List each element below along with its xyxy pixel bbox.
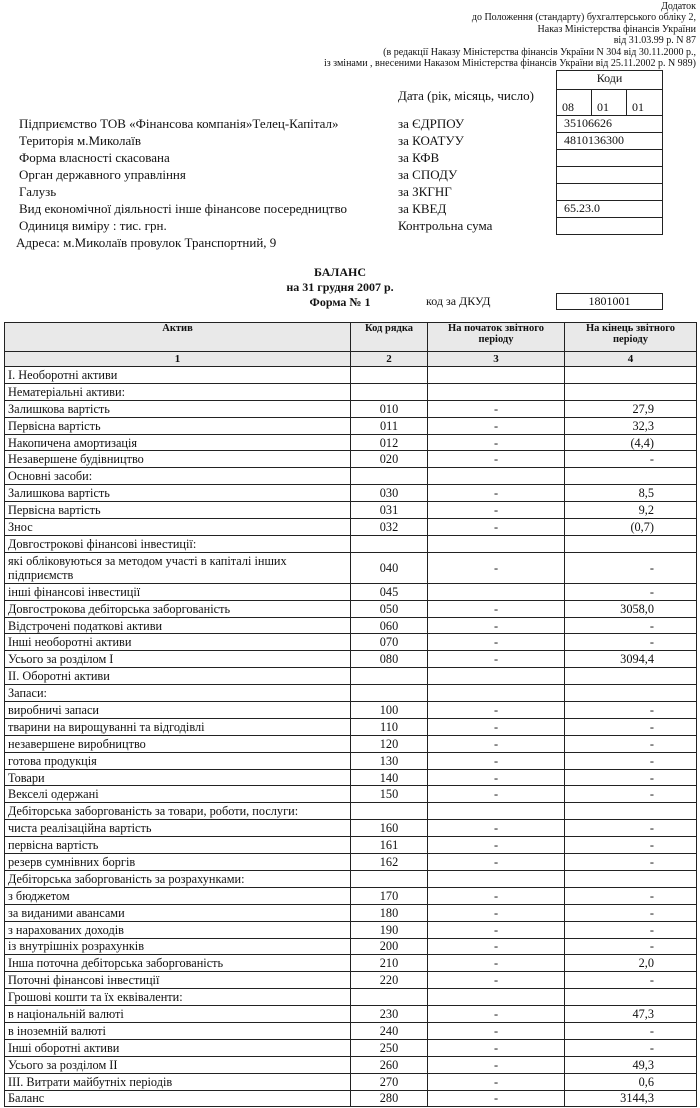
row-code: 150	[351, 786, 428, 803]
checksum-label: Контрольна сума	[398, 218, 493, 233]
dkud-value: 1801001	[556, 293, 663, 310]
row-label: Довгострокова дебіторська заборгованість	[5, 600, 351, 617]
row-code: 170	[351, 887, 428, 904]
row-label: виробничі запаси	[5, 702, 351, 719]
row-label: Нематеріальні активи:	[5, 383, 351, 400]
row-end-value: -	[565, 1022, 697, 1039]
koatuu-label: за КОАТУУ	[398, 133, 464, 148]
row-code: 240	[351, 1022, 428, 1039]
row-end-value: 49,3	[565, 1056, 697, 1073]
row-end-value	[565, 803, 697, 820]
table-row	[5, 383, 697, 400]
row-end-value: -	[565, 921, 697, 938]
legal-note-line: (в редакції Наказу Міністерства фінансів України N 304 від 30.11.2000 р.,	[383, 46, 696, 58]
table-row	[5, 600, 697, 617]
row-code: 012	[351, 434, 428, 451]
row-start-value	[428, 803, 565, 820]
row-end-value: (4,4)	[565, 434, 697, 451]
row-code: 250	[351, 1039, 428, 1056]
zkgng-label: за ЗКГНГ	[398, 184, 452, 199]
row-code: 130	[351, 752, 428, 769]
table-row	[5, 837, 697, 854]
row-code: 220	[351, 972, 428, 989]
row-end-value: (0,7)	[565, 519, 697, 536]
row-label: Основні засоби:	[5, 468, 351, 485]
row-code: 180	[351, 904, 428, 921]
row-start-value: -	[428, 735, 565, 752]
table-row	[5, 803, 697, 820]
row-start-value: -	[428, 904, 565, 921]
row-code: 070	[351, 634, 428, 651]
row-end-value	[565, 535, 697, 552]
table-row	[5, 552, 697, 583]
row-label: Товари	[5, 769, 351, 786]
row-start-value	[428, 383, 565, 400]
col-header-code: Код рядка	[351, 323, 428, 352]
row-end-value: 3058,0	[565, 600, 697, 617]
row-start-value	[428, 685, 565, 702]
territory-label: Територія м.Миколаїв	[19, 133, 142, 148]
row-label: III. Витрати майбутніх періодів	[5, 1073, 351, 1090]
table-row	[5, 651, 697, 668]
row-label: Поточні фінансові інвестиції	[5, 972, 351, 989]
row-start-value: -	[428, 552, 565, 583]
row-label: в національній валюті	[5, 1006, 351, 1023]
row-code: 120	[351, 735, 428, 752]
industry-label: Галузь	[19, 184, 57, 199]
row-label: Незавершене будівництво	[5, 451, 351, 468]
kfv-label: за КФВ	[398, 150, 440, 165]
row-end-value: 9,2	[565, 502, 697, 519]
row-code: 200	[351, 938, 428, 955]
row-end-value: 32,3	[565, 417, 697, 434]
row-start-value: -	[428, 972, 565, 989]
row-end-value: 3094,4	[565, 651, 697, 668]
row-start-value: -	[428, 769, 565, 786]
table-row	[5, 417, 697, 434]
row-end-value: -	[565, 451, 697, 468]
row-start-value	[428, 468, 565, 485]
table-row	[5, 989, 697, 1006]
row-code	[351, 668, 428, 685]
row-code: 110	[351, 718, 428, 735]
row-label: Векселі одержані	[5, 786, 351, 803]
row-end-value: -	[565, 887, 697, 904]
row-label: Первісна вартість	[5, 417, 351, 434]
row-end-value: 0,6	[565, 1073, 697, 1090]
row-end-value: 47,3	[565, 1006, 697, 1023]
row-code: 210	[351, 955, 428, 972]
row-end-value: -	[565, 769, 697, 786]
table-row	[5, 769, 697, 786]
row-start-value: -	[428, 417, 565, 434]
legal-note-line: Наказ Міністерства фінансів України	[537, 23, 696, 35]
table-row	[5, 1006, 697, 1023]
row-end-value	[565, 668, 697, 685]
row-label: чиста реалізаційна вартість	[5, 820, 351, 837]
table-row	[5, 1056, 697, 1073]
row-start-value: -	[428, 1073, 565, 1090]
row-end-value: -	[565, 752, 697, 769]
table-header-row	[5, 323, 697, 352]
col-number: 4	[565, 352, 697, 367]
row-label: первісна вартість	[5, 837, 351, 854]
table-row	[5, 702, 697, 719]
row-code: 161	[351, 837, 428, 854]
table-row	[5, 820, 697, 837]
row-label: з бюджетом	[5, 887, 351, 904]
row-end-value: -	[565, 718, 697, 735]
table-row	[5, 1073, 697, 1090]
table-row	[5, 583, 697, 600]
row-end-value: -	[565, 904, 697, 921]
table-row	[5, 367, 697, 384]
row-start-value: -	[428, 400, 565, 417]
dkud-label: код за ДКУД	[426, 294, 491, 308]
row-end-value: -	[565, 786, 697, 803]
table-row	[5, 735, 697, 752]
row-label: Відстрочені податкові активи	[5, 617, 351, 634]
row-start-value: -	[428, 485, 565, 502]
table-row	[5, 1022, 697, 1039]
row-end-value: -	[565, 854, 697, 871]
row-label: Інші оборотні активи	[5, 1039, 351, 1056]
row-code: 060	[351, 617, 428, 634]
row-code	[351, 870, 428, 887]
authority-label: Орган державного управління	[19, 167, 186, 182]
row-label: Усього за розділом І	[5, 651, 351, 668]
row-label: за виданими авансами	[5, 904, 351, 921]
date-day: 01	[626, 89, 663, 116]
row-end-value: -	[565, 938, 697, 955]
row-end-value: 27,9	[565, 400, 697, 417]
row-label: в іноземній валюті	[5, 1022, 351, 1039]
row-label: Дебіторська заборгованість за розрахунками:	[5, 870, 351, 887]
row-label: незавершене виробництво	[5, 735, 351, 752]
table-row	[5, 904, 697, 921]
row-label: резерв сумнівних боргів	[5, 854, 351, 871]
row-label: Усього за розділом II	[5, 1056, 351, 1073]
form-number: Форма № 1	[309, 295, 371, 309]
row-label: інші фінансові інвестиції	[5, 583, 351, 600]
row-label: Накопичена амортизація	[5, 434, 351, 451]
table-row	[5, 400, 697, 417]
col-number-row	[5, 352, 697, 367]
row-code: 190	[351, 921, 428, 938]
doc-title: БАЛАНС	[313, 265, 367, 279]
row-code: 020	[351, 451, 428, 468]
zkgng-value	[556, 183, 663, 201]
enterprise-label: Підприємство ТОВ «Фінансова компанія»Телец-Капітал»	[19, 116, 339, 131]
row-code: 031	[351, 502, 428, 519]
codes-title: Коди	[556, 70, 663, 90]
row-label: II. Оборотні активи	[5, 668, 351, 685]
row-start-value: -	[428, 837, 565, 854]
row-label: готова продукція	[5, 752, 351, 769]
date-year: 08	[556, 89, 592, 116]
row-start-value	[428, 535, 565, 552]
kved-label: за КВЕД	[398, 201, 447, 216]
row-end-value	[565, 383, 697, 400]
table-row	[5, 668, 697, 685]
row-code	[351, 383, 428, 400]
row-end-value: 3144,3	[565, 1090, 697, 1107]
row-start-value: -	[428, 820, 565, 837]
row-code: 162	[351, 854, 428, 871]
row-label: Запаси:	[5, 685, 351, 702]
table-row	[5, 921, 697, 938]
table-row	[5, 451, 697, 468]
row-start-value	[428, 583, 565, 600]
row-start-value: -	[428, 600, 565, 617]
row-end-value	[565, 468, 697, 485]
col-number: 3	[428, 352, 565, 367]
row-code: 080	[351, 651, 428, 668]
table-row	[5, 535, 697, 552]
row-label: Грошові кошти та їх еквіваленти:	[5, 989, 351, 1006]
row-code: 045	[351, 583, 428, 600]
activity-label: Вид економічної діяльності інше фінансове посередництво	[19, 201, 348, 216]
row-code: 270	[351, 1073, 428, 1090]
row-start-value: -	[428, 1056, 565, 1073]
kved-value: 65.23.0	[556, 200, 663, 218]
table-row	[5, 634, 697, 651]
spodu-value	[556, 166, 663, 184]
row-start-value: -	[428, 1039, 565, 1056]
spodu-label: за СПОДУ	[398, 167, 458, 182]
checksum-value	[556, 217, 663, 235]
row-label: Дебіторська заборгованість за товари, роботи, послуги:	[5, 803, 351, 820]
row-start-value: -	[428, 854, 565, 871]
koatuu-value: 4810136300	[556, 132, 663, 150]
row-code: 280	[351, 1090, 428, 1107]
row-label: Знос	[5, 519, 351, 536]
kfv-value	[556, 149, 663, 167]
row-end-value: -	[565, 583, 697, 600]
table-row	[5, 752, 697, 769]
row-code: 230	[351, 1006, 428, 1023]
row-start-value: -	[428, 434, 565, 451]
row-start-value: -	[428, 921, 565, 938]
col-header-asset: Актив	[5, 323, 351, 352]
row-start-value: -	[428, 451, 565, 468]
row-end-value: 8,5	[565, 485, 697, 502]
legal-note-line: із змінами , внесеними Наказом Міністерства фінансів України від 25.11.2002 р. N 989)	[323, 58, 696, 70]
row-end-value: -	[565, 735, 697, 752]
row-label: тварини на вирощуванні та відгодівлі	[5, 718, 351, 735]
row-start-value	[428, 989, 565, 1006]
row-code: 160	[351, 820, 428, 837]
row-end-value	[565, 870, 697, 887]
legal-note-line: від 31.03.99 р. N 87	[613, 35, 696, 47]
date-month: 01	[591, 89, 627, 116]
row-code	[351, 367, 428, 384]
row-code: 140	[351, 769, 428, 786]
table-row	[5, 870, 697, 887]
edrpou-label: за ЄДРПОУ	[398, 116, 465, 131]
row-start-value: -	[428, 702, 565, 719]
row-code	[351, 989, 428, 1006]
address: Адреса: м.Миколаїв провулок Транспортний, 9	[16, 235, 277, 250]
row-code: 032	[351, 519, 428, 536]
date-label: Дата (рік, місяць, число)	[398, 88, 534, 103]
table-row	[5, 887, 697, 904]
table-row	[5, 938, 697, 955]
row-end-value: -	[565, 820, 697, 837]
row-end-value: -	[565, 837, 697, 854]
row-start-value: -	[428, 519, 565, 536]
row-start-value: -	[428, 938, 565, 955]
col-header-end: На кінець звітного періоду	[565, 323, 697, 352]
row-start-value	[428, 367, 565, 384]
row-start-value: -	[428, 752, 565, 769]
row-start-value: -	[428, 617, 565, 634]
row-end-value: -	[565, 552, 697, 583]
balance-table	[4, 322, 697, 1107]
row-code: 010	[351, 400, 428, 417]
row-code: 040	[351, 552, 428, 583]
table-row	[5, 854, 697, 871]
col-number: 2	[351, 352, 428, 367]
row-start-value	[428, 668, 565, 685]
row-label: Довгострокові фінансові інвестиції:	[5, 535, 351, 552]
row-label: які обліковуються за методом участі в капіталі інших підприємств	[5, 552, 351, 583]
col-header-start: На початок звітного періоду	[428, 323, 565, 352]
row-start-value: -	[428, 1006, 565, 1023]
table-row	[5, 786, 697, 803]
row-start-value: -	[428, 651, 565, 668]
table-row	[5, 718, 697, 735]
row-label: Інші необоротні активи	[5, 634, 351, 651]
row-end-value: -	[565, 702, 697, 719]
unit-label: Одиниця виміру : тис. грн.	[19, 218, 167, 233]
row-end-value	[565, 989, 697, 1006]
row-start-value: -	[428, 634, 565, 651]
row-label: з нарахованих доходів	[5, 921, 351, 938]
ownership-label: Форма власності скасована	[19, 150, 170, 165]
row-code: 011	[351, 417, 428, 434]
table-row	[5, 519, 697, 536]
row-code: 100	[351, 702, 428, 719]
table-row	[5, 1090, 697, 1107]
row-end-value: -	[565, 617, 697, 634]
row-code	[351, 803, 428, 820]
table-row	[5, 1039, 697, 1056]
row-label: І. Необоротні активи	[5, 367, 351, 384]
edrpou-value: 35106626	[556, 115, 663, 133]
row-start-value	[428, 870, 565, 887]
row-code	[351, 685, 428, 702]
row-end-value: -	[565, 1039, 697, 1056]
table-row	[5, 972, 697, 989]
doc-date: на 31 грудня 2007 р.	[286, 280, 394, 294]
row-start-value: -	[428, 786, 565, 803]
row-start-value: -	[428, 718, 565, 735]
row-end-value: -	[565, 634, 697, 651]
table-row	[5, 617, 697, 634]
row-code: 050	[351, 600, 428, 617]
row-start-value: -	[428, 1090, 565, 1107]
table-row	[5, 685, 697, 702]
table-row	[5, 502, 697, 519]
legal-note-line: до Положення (стандарту) бухгалтерського обліку 2,	[471, 12, 696, 24]
table-row	[5, 955, 697, 972]
row-start-value: -	[428, 1022, 565, 1039]
row-end-value	[565, 367, 697, 384]
row-label: Інша поточна дебіторська заборгованість	[5, 955, 351, 972]
row-code: 030	[351, 485, 428, 502]
row-code	[351, 468, 428, 485]
row-label: Залишкова вартість	[5, 400, 351, 417]
row-start-value: -	[428, 887, 565, 904]
row-end-value: -	[565, 972, 697, 989]
row-label: із внутрішніх розрахунків	[5, 938, 351, 955]
row-code	[351, 535, 428, 552]
row-end-value: 2,0	[565, 955, 697, 972]
row-label: Первісна вартість	[5, 502, 351, 519]
row-code: 260	[351, 1056, 428, 1073]
table-row	[5, 434, 697, 451]
row-end-value	[565, 685, 697, 702]
legal-note-line: Додаток	[661, 1, 696, 12]
row-label: Баланс	[5, 1090, 351, 1107]
row-start-value: -	[428, 955, 565, 972]
col-number: 1	[5, 352, 351, 367]
row-start-value: -	[428, 502, 565, 519]
table-row	[5, 468, 697, 485]
row-label: Залишкова вартість	[5, 485, 351, 502]
table-row	[5, 485, 697, 502]
table-body	[5, 367, 697, 1107]
legal-note	[324, 1, 696, 69]
